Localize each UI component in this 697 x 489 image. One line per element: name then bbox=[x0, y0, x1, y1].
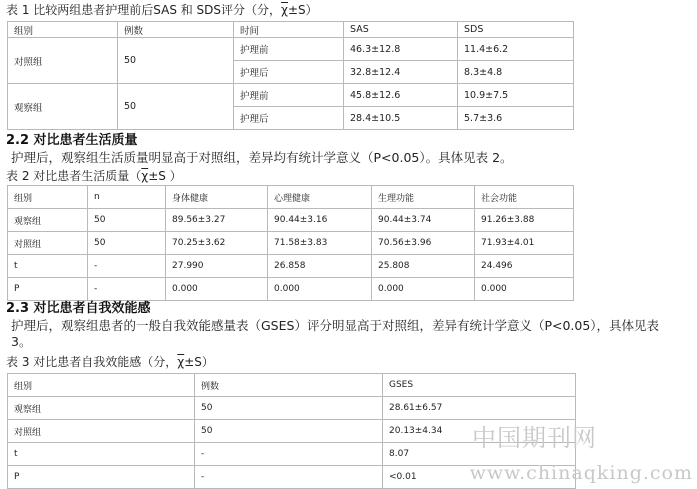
table-header-row bbox=[8, 22, 574, 38]
sds-cell: 10.9±7.5 bbox=[458, 84, 574, 107]
table3-caption: 表 3 对比患者自我效能感（分，$\overline{\chi}\pm S$） bbox=[6, 355, 214, 369]
table-header-row bbox=[8, 186, 574, 209]
section-heading: 2.3 对比患者自我效能感 bbox=[6, 301, 151, 316]
table-cell: 20.13±4.34 bbox=[383, 420, 576, 443]
table2-caption: 表 2 对比患者生活质量（$\overline{\chi}\pm S$ ） bbox=[6, 169, 182, 183]
table-cell: 27.990 bbox=[166, 255, 268, 278]
sds-cell: 8.3±4.8 bbox=[458, 61, 574, 84]
table1 bbox=[7, 21, 574, 130]
sds-cell: 5.7±3.6 bbox=[458, 107, 574, 130]
header-cell: GSES bbox=[383, 374, 576, 397]
group-name-cell: 观察组 bbox=[8, 84, 118, 130]
table1-caption: 表 1 比较两组患者护理前后SAS 和 SDS评分（分，$\overline{\chi}\pm S$） bbox=[6, 3, 318, 17]
group-n-cell: 50 bbox=[118, 84, 234, 130]
table-cell: 91.26±3.88 bbox=[475, 209, 574, 232]
header-cell: SAS bbox=[344, 22, 458, 38]
table-header-row bbox=[8, 374, 576, 397]
sas-cell: 28.4±10.5 bbox=[344, 107, 458, 130]
table-cell: 25.808 bbox=[372, 255, 475, 278]
header-cell: 组别 bbox=[8, 374, 195, 397]
table-cell: 70.56±3.96 bbox=[372, 232, 475, 255]
paragraph: 护理后，观察组生活质量明显高于对照组，差异均有统计学意义（P<0.05）。具体见表 2。 bbox=[11, 150, 513, 165]
table-row bbox=[8, 278, 574, 301]
table-row bbox=[8, 232, 574, 255]
sas-cell: 45.8±12.6 bbox=[344, 84, 458, 107]
watermark-cn: 中国期刊网 bbox=[472, 424, 597, 452]
group-name-cell: 对照组 bbox=[8, 38, 118, 84]
header-cell: SDS bbox=[458, 22, 574, 38]
table-cell: 90.44±3.16 bbox=[268, 209, 372, 232]
table-cell: 对照组 bbox=[8, 232, 88, 255]
table-cell: 观察组 bbox=[8, 209, 88, 232]
table-cell: - bbox=[88, 255, 166, 278]
table-row bbox=[8, 209, 574, 232]
table-cell: P bbox=[8, 466, 195, 489]
table-cell: 观察组 bbox=[8, 397, 195, 420]
table-cell: 对照组 bbox=[8, 420, 195, 443]
section-heading: 2.2 对比患者生活质量 bbox=[6, 133, 138, 148]
header-cell: 组别 bbox=[8, 22, 118, 38]
time-cell: 护理后 bbox=[234, 107, 344, 130]
table-cell: 50 bbox=[195, 420, 383, 443]
time-cell: 护理后 bbox=[234, 61, 344, 84]
table-cell: 89.56±3.27 bbox=[166, 209, 268, 232]
table-row bbox=[8, 38, 574, 61]
table-cell: 70.25±3.62 bbox=[166, 232, 268, 255]
header-cell: 身体健康 bbox=[166, 186, 268, 209]
paragraph: 护理后，观察组患者的一般自我效能感量表（GSES）评分明显高于对照组，差异有统计学意义（P<0.05），具体见表 3。 bbox=[11, 318, 660, 349]
header-cell: 社会功能 bbox=[475, 186, 574, 209]
table-cell: 50 bbox=[195, 397, 383, 420]
table-cell: 8.07 bbox=[383, 443, 576, 466]
header-cell: 例数 bbox=[118, 22, 234, 38]
table-cell: <0.01 bbox=[383, 466, 576, 489]
header-cell: 时间 bbox=[234, 22, 344, 38]
header-cell: 组别 bbox=[8, 186, 88, 209]
table-cell: 24.496 bbox=[475, 255, 574, 278]
table-cell: P bbox=[8, 278, 88, 301]
sas-cell: 46.3±12.8 bbox=[344, 38, 458, 61]
table-cell: 71.58±3.83 bbox=[268, 232, 372, 255]
table-cell: - bbox=[88, 278, 166, 301]
sds-cell: 11.4±6.2 bbox=[458, 38, 574, 61]
header-cell: 心理健康 bbox=[268, 186, 372, 209]
table-cell: - bbox=[195, 443, 383, 466]
table-row bbox=[8, 84, 574, 107]
table-cell: t bbox=[8, 255, 88, 278]
header-cell: 例数 bbox=[195, 374, 383, 397]
table-cell: 0.000 bbox=[268, 278, 372, 301]
table-cell: 90.44±3.74 bbox=[372, 209, 475, 232]
table2 bbox=[7, 185, 574, 301]
table-cell: 28.61±6.57 bbox=[383, 397, 576, 420]
table-cell: 71.93±4.01 bbox=[475, 232, 574, 255]
table-cell: 0.000 bbox=[372, 278, 475, 301]
sas-cell: 32.8±12.4 bbox=[344, 61, 458, 84]
watermark-url: www.chinaqking.com bbox=[469, 462, 693, 484]
table-cell: 50 bbox=[88, 232, 166, 255]
table-cell: - bbox=[195, 466, 383, 489]
header-cell: 生理功能 bbox=[372, 186, 475, 209]
time-cell: 护理前 bbox=[234, 38, 344, 61]
time-cell: 护理前 bbox=[234, 84, 344, 107]
table-cell: 0.000 bbox=[475, 278, 574, 301]
table-row bbox=[8, 255, 574, 278]
table-cell: t bbox=[8, 443, 195, 466]
group-n-cell: 50 bbox=[118, 38, 234, 84]
table-row bbox=[8, 397, 576, 420]
table-cell: 0.000 bbox=[166, 278, 268, 301]
table-cell: 50 bbox=[88, 209, 166, 232]
table-cell: 26.858 bbox=[268, 255, 372, 278]
header-cell: n bbox=[88, 186, 166, 209]
